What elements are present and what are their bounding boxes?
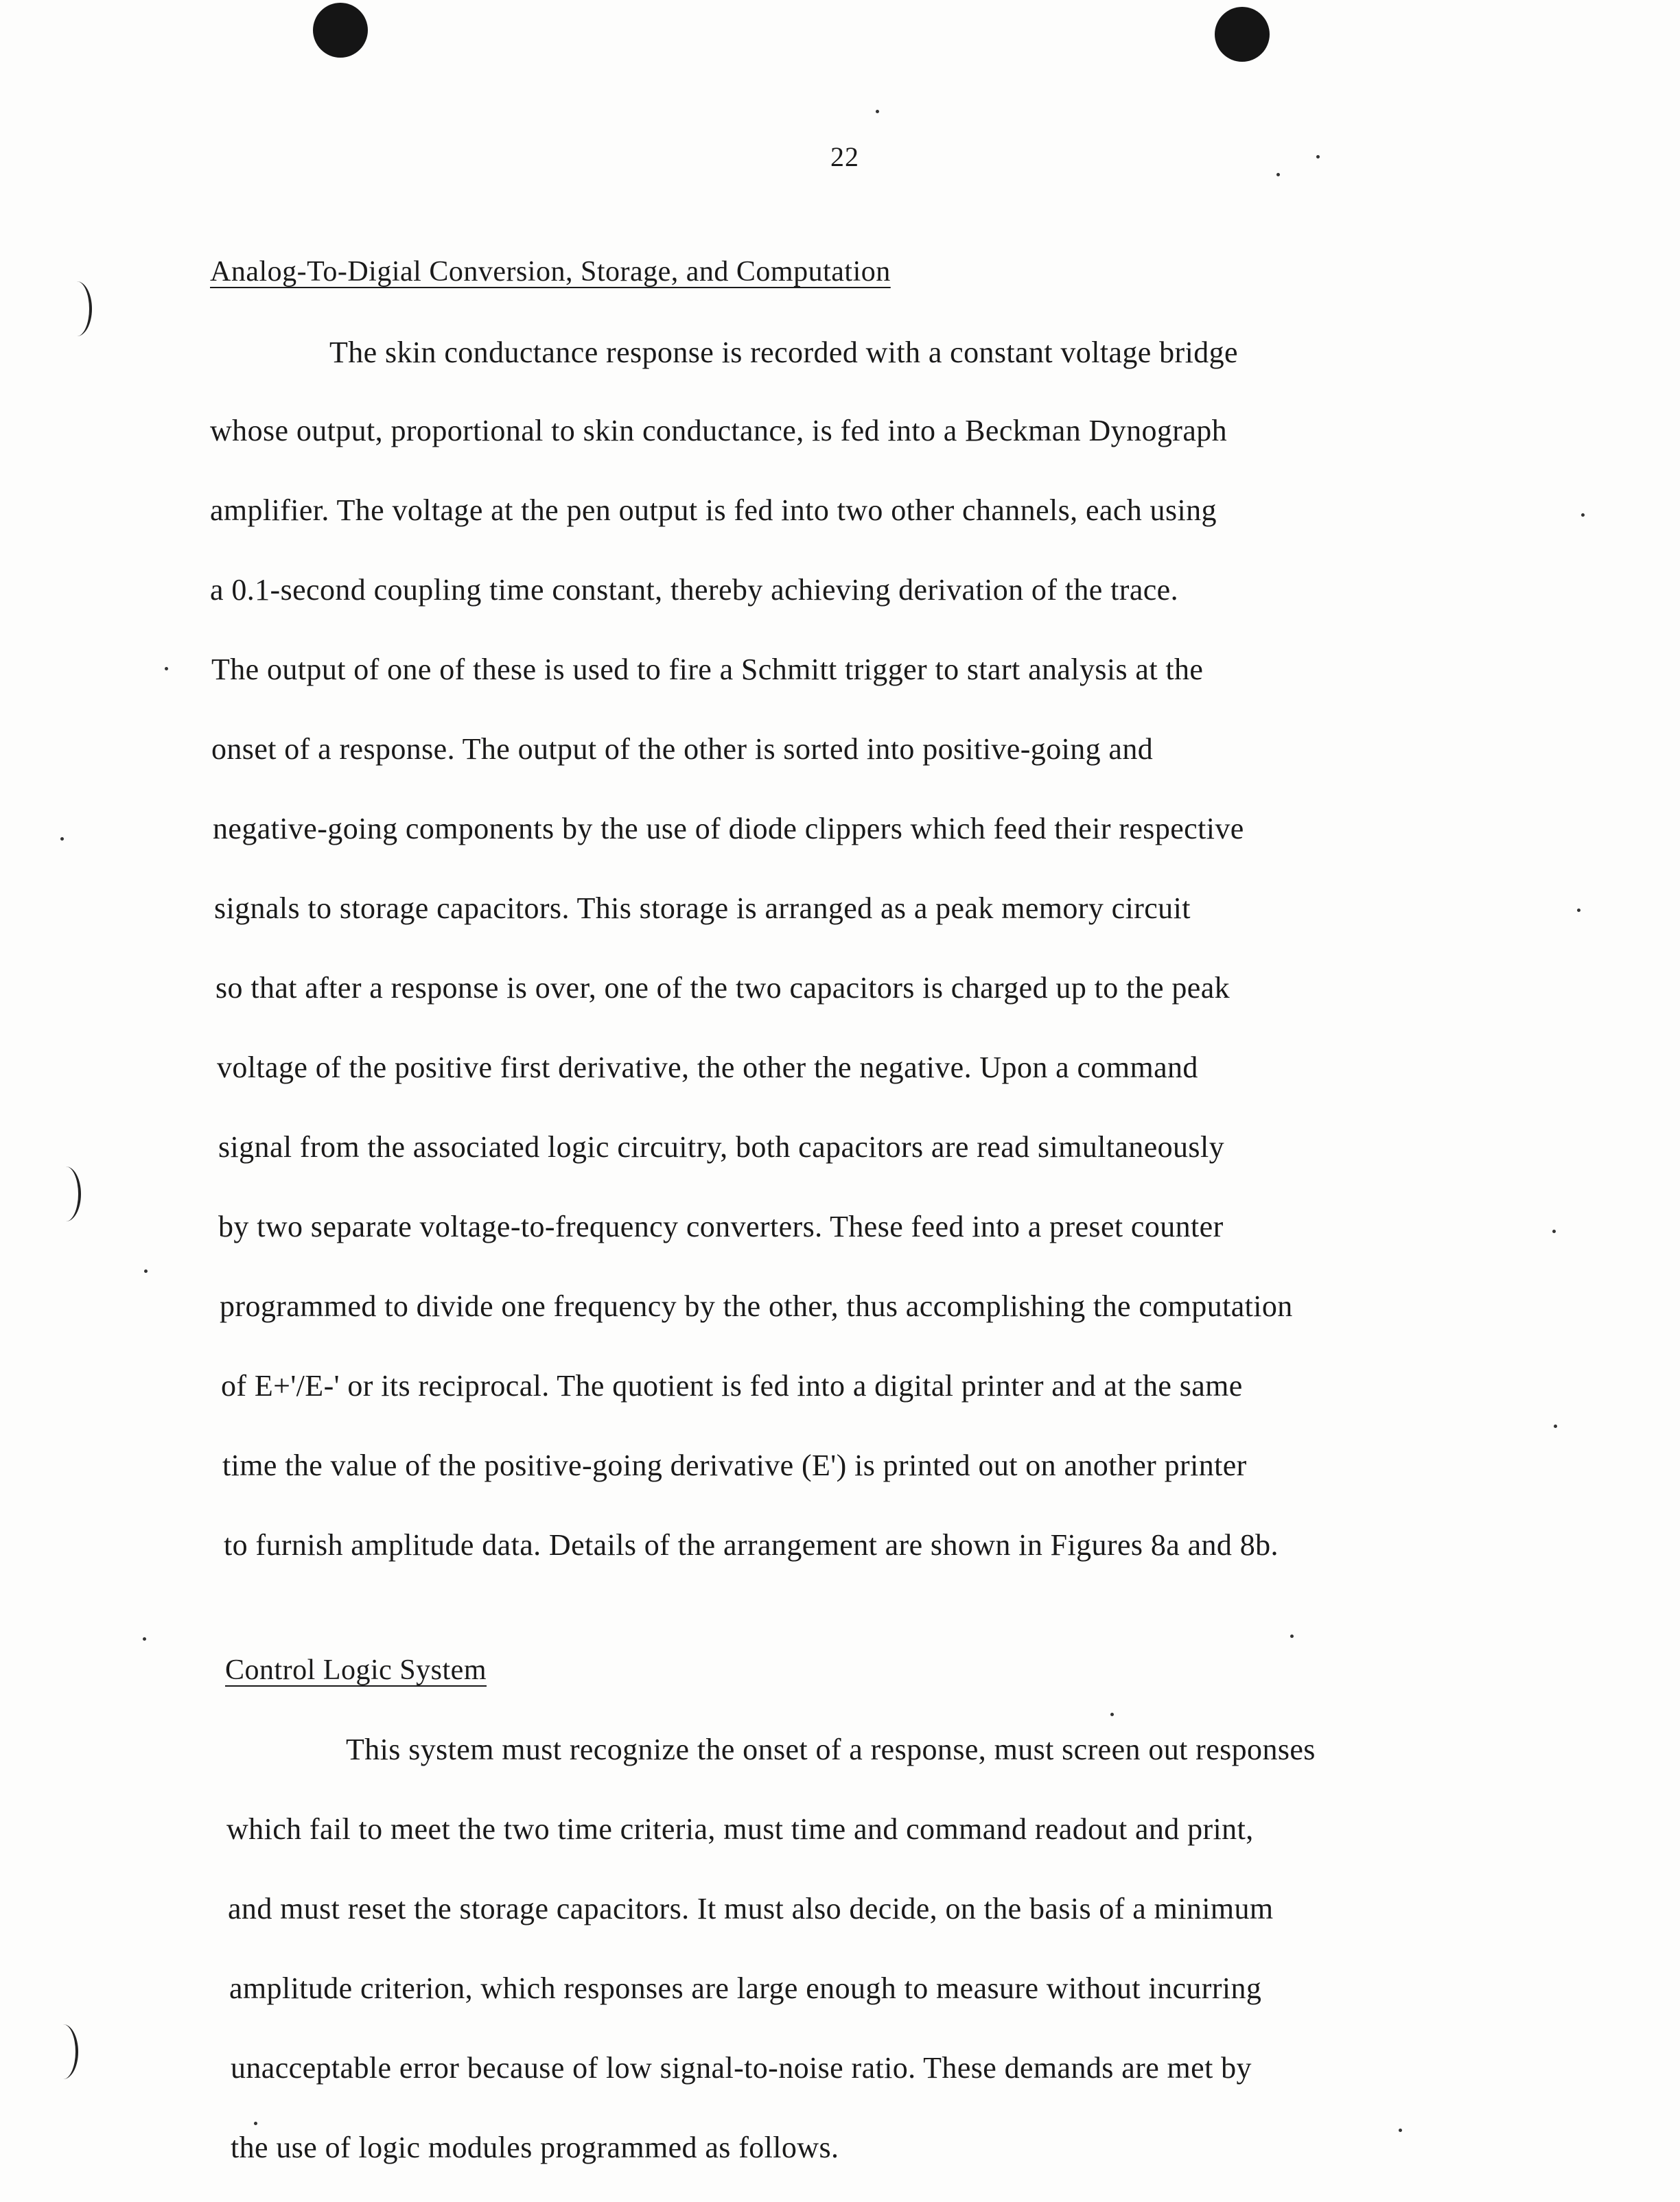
paragraph-line: programmed to divide one frequency by the other, thus accomplishing the computation bbox=[220, 1289, 1293, 1323]
scan-speck bbox=[1554, 1425, 1557, 1428]
margin-mark bbox=[62, 281, 92, 336]
punch-hole-left bbox=[313, 3, 368, 58]
section-heading-analog-to-digital: Analog-To-Digial Conversion, Storage, and Computation bbox=[210, 256, 891, 288]
scan-speck bbox=[1110, 1713, 1114, 1716]
paragraph-line: onset of a response. The output of the other is sorted into positive-going and bbox=[211, 732, 1154, 766]
paragraph-line: voltage of the positive first derivative, the other the negative. Upon a command bbox=[217, 1051, 1198, 1084]
scan-speck bbox=[1290, 1635, 1294, 1638]
scan-speck bbox=[1552, 1230, 1556, 1233]
scan-speck bbox=[60, 837, 64, 841]
scan-speck bbox=[1577, 909, 1580, 912]
paragraph-line: unacceptable error because of low signal-to-noise ratio. These demands are met by bbox=[231, 2051, 1252, 2085]
section-heading-control-logic: Control Logic System bbox=[225, 1654, 487, 1686]
scan-speck bbox=[1276, 173, 1280, 176]
paragraph-line: by two separate voltage-to-frequency converters. These feed into a preset counter bbox=[218, 1210, 1224, 1243]
scan-speck bbox=[1581, 513, 1585, 517]
paragraph-line: whose output, proportional to skin conductance, is fed into a Beckman Dynograph bbox=[210, 414, 1228, 447]
paragraph-line: and must reset the storage capacitors. It must also decide, on the basis of a minimum bbox=[228, 1892, 1274, 1925]
scan-speck bbox=[1316, 155, 1320, 159]
scan-speck bbox=[876, 110, 879, 113]
paragraph-line: The output of one of these is used to fire a Schmitt trigger to start analysis at the bbox=[211, 653, 1204, 686]
paragraph-line: so that after a response is over, one of the two capacitors is charged up to the peak bbox=[215, 971, 1230, 1005]
scan-speck bbox=[1399, 2129, 1402, 2132]
paragraph-line: time the value of the positive-going derivative (E') is printed out on another printer bbox=[222, 1449, 1247, 1482]
margin-mark bbox=[51, 1167, 81, 1221]
scan-speck bbox=[143, 1637, 146, 1641]
paragraph-line: signals to storage capacitors. This storage is arranged as a peak memory circuit bbox=[214, 891, 1191, 925]
paragraph-line: negative-going components by the use of diode clippers which feed their respective bbox=[213, 812, 1244, 845]
page-number: 22 bbox=[830, 141, 859, 172]
paragraph-line: the use of logic modules programmed as follows. bbox=[231, 2131, 839, 2164]
scan-speck bbox=[254, 2122, 257, 2125]
paragraph-line: a 0.1-second coupling time constant, thereby achieving derivation of the trace. bbox=[210, 573, 1179, 607]
paragraph-line: of E+'/E-' or its reciprocal. The quotient is fed into a digital printer and at the same bbox=[221, 1369, 1243, 1403]
paragraph-line: signal from the associated logic circuitry, both capacitors are read simultaneously bbox=[218, 1130, 1224, 1164]
punch-hole-right bbox=[1215, 7, 1270, 62]
paragraph-line: amplitude criterion, which responses are large enough to measure without incurring bbox=[229, 1971, 1262, 2005]
paragraph-line: The skin conductance response is recorded with a constant voltage bridge bbox=[329, 336, 1238, 369]
scan-speck bbox=[165, 667, 168, 670]
paragraph-line: which fail to meet the two time criteria, must time and command readout and print, bbox=[226, 1812, 1254, 1846]
paragraph-line: to furnish amplitude data. Details of the arrangement are shown in Figures 8a and 8b. bbox=[224, 1528, 1279, 1562]
scan-speck bbox=[144, 1269, 148, 1273]
paragraph-line: amplifier. The voltage at the pen output is fed into two other channels, each using bbox=[210, 493, 1217, 527]
paragraph-line: This system must recognize the onset of a response, must screen out responses bbox=[346, 1733, 1316, 1766]
margin-mark bbox=[48, 2024, 78, 2079]
